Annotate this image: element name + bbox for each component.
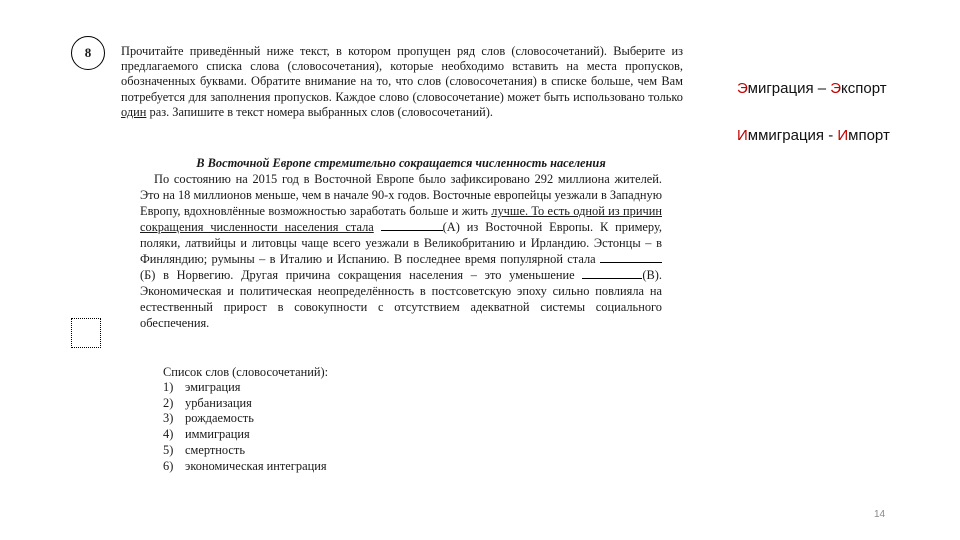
list-item: 4) иммиграция: [163, 427, 250, 442]
list-item: 3) рождаемость: [163, 411, 254, 426]
passage-title: В Восточной Европе стремительно сокращается численность населения: [196, 156, 606, 170]
word-list-title: Список слов (словосочетаний):: [163, 365, 329, 379]
list-item: 1) эмиграция: [163, 380, 241, 394]
blank-c[interactable]: [582, 267, 642, 279]
page-number: 14: [874, 509, 886, 520]
list-item: 2) урбанизация: [163, 395, 252, 410]
task-instructions: Прочитайте приведённый ниже текст, в котором пропущен ряд слов (словосочетаний). Выберите из предлагаемого списка слова (словосочетания), которые необходимо вставить на места пропусков, обозначенных буквами. Обратите внимание на то, что слов (словосочетания) в списке больше, чем Вам потребуется для заполнения пропусков. Каждое слово (словосочетание) может быть использовано только один раз. Запишите в текст номера выбранных слов (словосочетаний).: [121, 44, 683, 119]
task-number: 8: [84, 45, 92, 60]
note-emigration-export: Эмиграция – Экспорт: [737, 80, 887, 97]
list-item: 6) экономическая интеграция: [163, 458, 327, 473]
passage-text: По состоянию на 2015 год в Восточной Европе было зафиксировано 292 миллиона жителей. Это на 18 миллионов меньше, чем в начале 90-х годов. Восточные европейцы уезжали в Западную Европу, вдохновлённые возможностью заработать больше и жить лучше. То есть одной из причин сокращения численности населения стала (А) из Восточной Европы. К примеру, поляки, латвийцы и литовцы чаще всего уезжали в Великобританию и Ирландию. Эстонцы – в Финляндию; румыны – в Италию и Испанию. В последнее время популярной стала (Б) в Норвегию. Другая причина сокращения населения – это уменьшение (В). Экономическая и политическая неопределённость в постсоветскую эпоху сильно повлияла на естественный прирост в совокупности с отсутствием адекватной системы социального обеспечения.: [140, 172, 662, 330]
note-immigration-import: Иммиграция - Импорт: [737, 127, 890, 144]
blank-a[interactable]: [381, 219, 443, 231]
task-number-badge: [71, 36, 105, 70]
blank-b[interactable]: [600, 251, 662, 263]
underlined-word: один: [121, 104, 147, 119]
list-item: 5) смертность: [163, 442, 245, 457]
word-list: [163, 380, 327, 474]
answer-box[interactable]: [71, 318, 101, 348]
